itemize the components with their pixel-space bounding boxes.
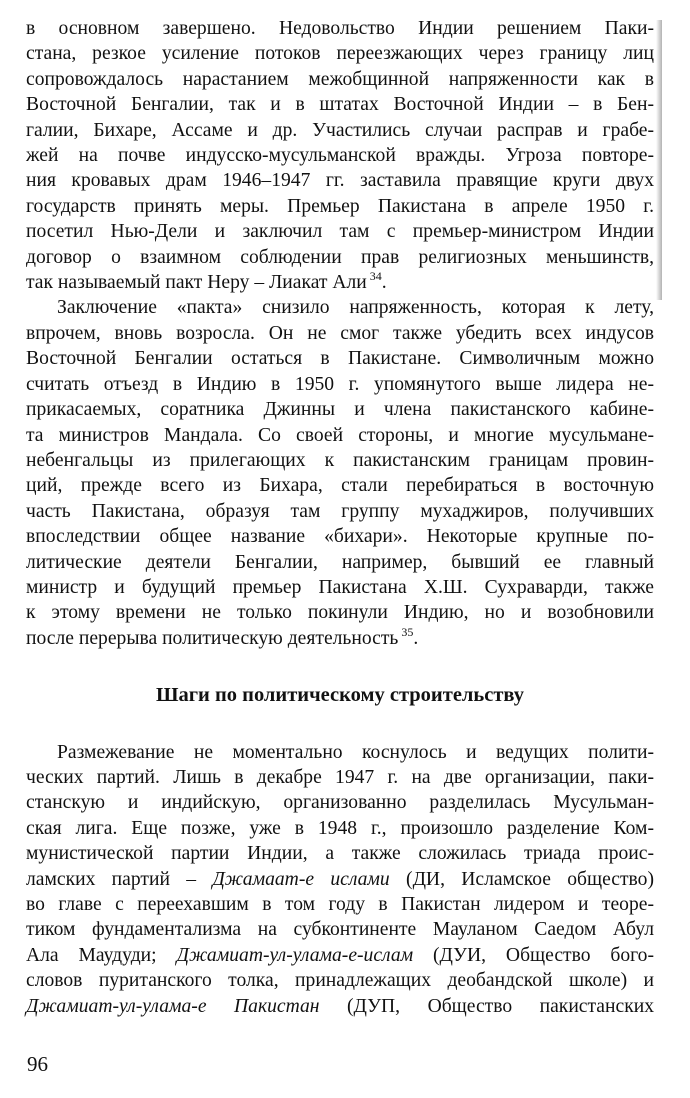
page-edge-shadow — [656, 20, 662, 300]
text-line: литические деятели Бенгалии, например, бывший ее главный — [26, 551, 654, 573]
text-line: ская лига. Еще позже, уже в 1948 г., произошло разделение Ком- — [26, 817, 654, 839]
text-line: посетил Нью-Дели и заключил там с премьер-министром Индии — [26, 221, 654, 243]
party-name-italic: Джамиат-ул-улама-е Пакистан — [26, 995, 320, 1017]
text-line: министр и будущий премьер Пакистана Х.Ш. Сухраварди, также — [26, 576, 654, 598]
text-line: после перерыва политическую деятельность $^{35}$. — [26, 624, 419, 649]
text-line: часть Пакистана, образуя там группу мухаджиров, получивших — [26, 500, 654, 522]
text-line: ния кровавых драм 1946–1947 гг. заставила правящие круги двух — [26, 170, 654, 192]
text-line-content: (ДИ, Исламское общество) — [389, 868, 654, 890]
footnote-marker: 34 — [369, 269, 382, 284]
text-line: Размежевание не моментально коснулось и ведущих полити- — [57, 741, 654, 763]
text-line: ций, прежде всего из Бихара, стали перебираться в восточную — [26, 475, 654, 497]
paragraph-1 — [26, 16, 654, 295]
text-line: в основном завершено. Недовольство Индии решением Паки- — [26, 18, 654, 39]
paragraph-3 — [26, 740, 654, 1019]
footnote-marker: 35 — [401, 624, 414, 639]
text-line: жей на почве индусско-мусульманской вражды. Угроза повторе- — [26, 145, 654, 167]
text-line: впрочем, вновь возросла. Он не смог также убедить всех индусов — [26, 322, 654, 344]
text-line: Восточной Бенгалии остаться в Пакистане. Символичным можно — [26, 348, 654, 370]
text-line: так называемый пакт Неру – Лиакат Али $^{34}$. — [26, 269, 387, 294]
text-line — [26, 943, 654, 968]
text-line: небенгальцы из прилегающих к пакистанским границам провин- — [26, 449, 654, 471]
text-line-content: так называемый пакт Неру – Лиакат Али — [26, 272, 367, 294]
text-line: галии, Бихаре, Ассаме и др. Участились случаи расправ и грабе- — [26, 119, 654, 141]
text-line: Заключение «пакта» снизило напряженность, которая к лету, — [57, 297, 654, 319]
text-line — [26, 867, 654, 892]
book-page-text — [26, 16, 654, 1019]
text-line: впоследствии общее название «бихари». Некоторые крупные по- — [26, 526, 654, 548]
text-line: станскую и индийскую, организованно разделилась Мусульман- — [26, 792, 654, 814]
text-line: к этому времени не только покинули Индию, но и возобновили — [26, 602, 654, 624]
text-line: ческих партий. Лишь в декабре 1947 г. на две организации, паки- — [26, 766, 654, 788]
text-line-content: Ала Маудуди; — [26, 944, 177, 966]
text-line-content: после перерыва политическую деятельность — [26, 627, 399, 649]
text-line-content: (ДУИ, Общество бого- — [413, 944, 654, 966]
text-line-content: (ДУП, Общество пакистанских — [319, 995, 654, 1017]
text-line: тиком фундаментализма на субконтиненте Мауланом Саедом Абул — [26, 919, 654, 941]
text-line: договор о взаимном соблюдении прав религиозных меньшинств, — [26, 246, 654, 268]
page-number: 96 — [27, 1052, 48, 1076]
party-name-italic: Джамаат-е ислами — [212, 868, 390, 890]
text-line: мунистической партии Индии, а также сложилась триада проис- — [26, 843, 654, 865]
text-line: прикасаемых, соратника Джинны и члена пакистанского кабине- — [26, 399, 654, 421]
party-name-italic: Джамиат-ул-улама-е-ислам — [176, 944, 414, 966]
text-line: государств принять меры. Премьер Пакистана в апреле 1950 г. — [26, 195, 654, 217]
text-line: сопровождалось нарастанием межобщинной напряженности как в — [26, 68, 654, 90]
section-heading: Шаги по политическому строительству — [155, 684, 525, 707]
text-line: словов пуританского толка, принадлежащих деобандской школе) и — [26, 970, 654, 992]
text-line: во главе с переехавшим в том году в Пакистан лидером и теоре- — [26, 894, 654, 915]
text-line: считать отъезд в Индию в 1950 г. упомянутого выше лидера не- — [26, 373, 654, 395]
text-line: Восточной Бенгалии, так и в штатах Восточной Индии – в Бен- — [26, 94, 654, 116]
text-line: та министров Мандала. Со своей стороны, и многие мусульмане- — [26, 424, 654, 446]
paragraph-2 — [26, 295, 654, 651]
text-line: стана, резкое усиление потоков переезжающих через границу лиц — [26, 43, 654, 65]
text-line — [26, 994, 654, 1019]
text-line-content: ламских партий – — [26, 868, 213, 890]
